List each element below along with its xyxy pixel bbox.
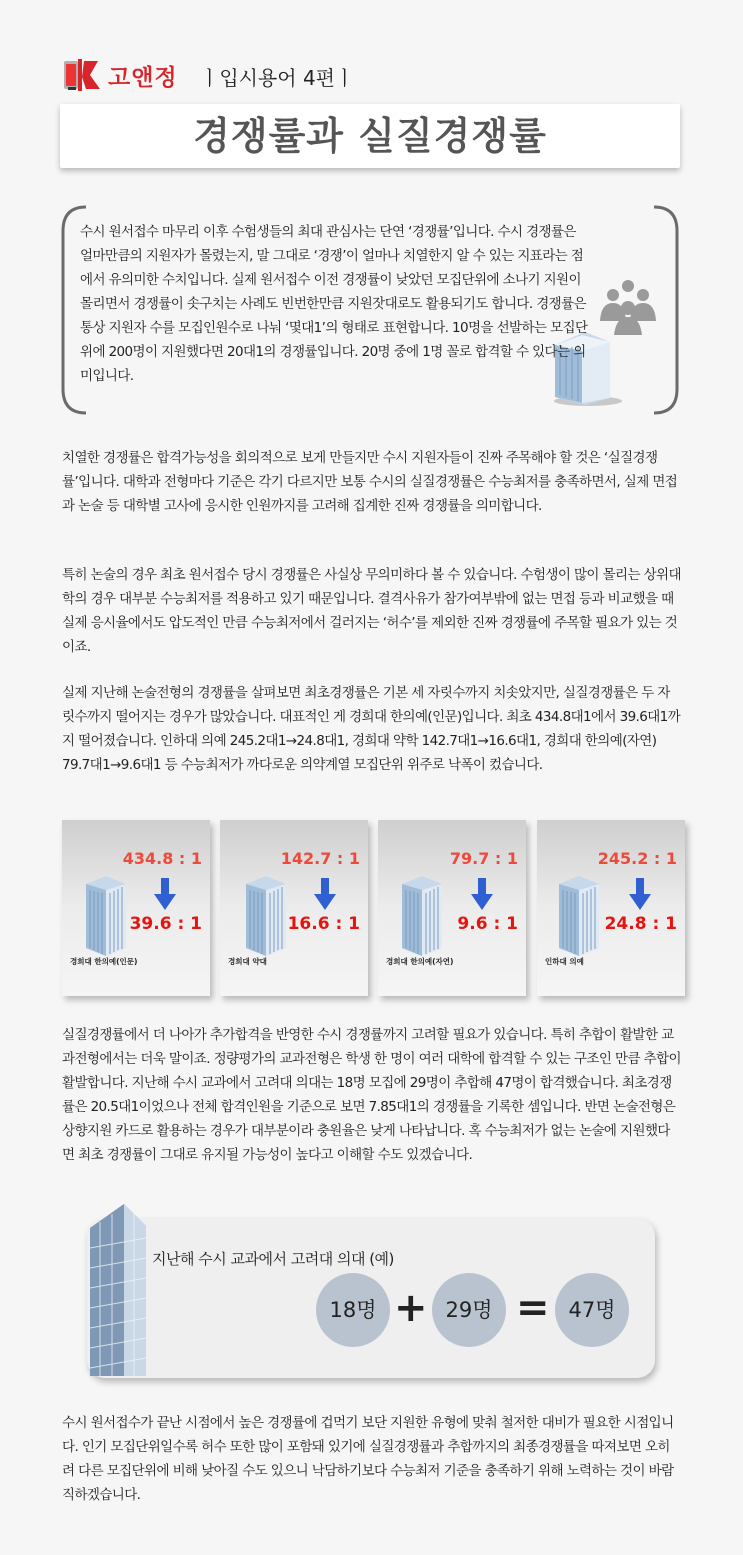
arrow-down-icon xyxy=(314,878,336,910)
card-label: 경희대 한의예(인문) xyxy=(70,957,138,966)
building-icon xyxy=(557,872,601,958)
paragraph-3: 실제 지난해 논술전형의 경쟁률을 살펴보면 최초경쟁률은 기본 세 자릿수까지 치솟았지만, 실질경쟁률은 두 자릿수까지 떨어지는 경우가 많았습니다. 대표적인 게 경희대 한의예(인문)입니다. 최초 434.8대1에서 39.6대1까지 떨어졌습니다. 인하대 의예 245.2대1→24.8대1, 경희대 약학 142.7대1→16.6대1, 경희대 한의예(자연) 79.7대1→9.6대1 등 수능최저가 까다로운 의약계열 모집단위 위주로 낙폭이 컸습니다. xyxy=(62,685,681,773)
real-ratio: 24.8 : 1 xyxy=(604,914,677,934)
additional-count-circle: 29명 xyxy=(432,1273,506,1347)
real-ratio: 9.6 : 1 xyxy=(457,914,518,934)
initial-ratio: 79.7 : 1 xyxy=(449,849,518,868)
title-banner xyxy=(60,104,680,168)
brand-name: 고앤정 xyxy=(108,65,178,91)
ratio-card xyxy=(537,820,685,996)
paragraph-4: 실질경쟁률에서 더 나아가 추가합격을 반영한 수시 경쟁률까지 고려할 필요가 있습니다. 특히 추합이 활발한 교과전형에서는 더욱 말이죠. 정량평가의 교과전형은 학생 한 명이 여러 대학에 합격할 수 있는 구조인 만큼 추합이 활발합니다. 지난해 수시 교과에서 고려대 의대는 18명 모집에 29명이 추합해 47명이 합격했습니다. 최초경쟁률은 20.5대1이었으나 전체 합격인원을 기준으로 보면 7.85대1의 경쟁률을 기록한 셈입니다. 반면 논술전형은 상향지원 카드로 활용하는 경우가 대부분이라 충원율은 낮게 나타납니다. 혹 수능최저가 없는 논술에 지원했다면 최초 경쟁률이 그대로 유지될 가능성이 높다고 이해할 수도 있겠습니다. xyxy=(62,1027,681,1163)
card-label: 인하대 의예 xyxy=(545,957,584,966)
intro-paragraph: 수시 원서접수 마무리 이후 수험생들의 최대 관심사는 단연 ‘경쟁률’입니다. 수시 경쟁률은 얼마만큼의 지원자가 몰렸는지, 말 그대로 ‘경쟁’이 얼마나 치열한지 알 수 있는 지표라는 점에서 유의미한 수치입니다. 실제 원서접수 이전 경쟁률이 낮았던 모집단위에 소나기 지원이 몰리면서 경쟁률이 솟구치는 사례도 빈번한만큼 지원잣대로도 활용되기도 합니다. 경쟁률은 통상 지원자 수를 모집인원수로 나눠 ‘몇대1’의 형태로 표현합니다. 10명을 선발하는 모집단위에 200명이 지원했다면 20대1의 경쟁률입니다. 20명 중에 1명 꼴로 합격할 수 있다는 의미입니다. xyxy=(80,224,588,384)
real-ratio: 16.6 : 1 xyxy=(287,914,360,934)
page-title: 경쟁률과 실질경쟁률 xyxy=(193,114,547,158)
building-icon xyxy=(400,872,444,958)
real-ratio: 39.6 : 1 xyxy=(129,914,202,934)
arrow-down-icon xyxy=(629,878,651,910)
example-title: 지난해 수시 교과에서 고려대 의대 (예) xyxy=(152,1250,394,1268)
plus-icon: + xyxy=(394,1285,428,1331)
arrow-down-icon xyxy=(154,878,176,910)
building-icon xyxy=(84,872,128,958)
initial-ratio: 434.8 : 1 xyxy=(122,849,202,868)
skyscraper-icon xyxy=(84,1198,164,1378)
card-label: 경희대 한의예(자연) xyxy=(386,957,454,966)
series-label: ㅣ입시용어 4편ㅣ xyxy=(200,66,355,90)
card-label: 경희대 약대 xyxy=(228,957,267,966)
total-count-circle: 47명 xyxy=(555,1273,629,1347)
paragraph-5: 수시 원서접수가 끝난 시점에서 높은 경쟁률에 겁먹기 보단 지원한 유형에 맞춰 철저한 대비가 필요한 시점입니다. 인기 모집단위일수록 허수 또한 많이 포함돼 있기에 실질경쟁률과 추합까지의 최종경쟁률을 따져보면 오히려 다른 모집단위에 비해 낮아질 수도 있으니 낙담하기보다 수능최저 기준을 충족하기 위해 노력하는 것이 바람직하겠습니다. xyxy=(62,1415,674,1503)
paragraph-2: 특히 논술의 경우 최초 원서접수 당시 경쟁률은 사실상 무의미하다 볼 수 있습니다. 수험생이 많이 몰리는 상위대학의 경우 대부분 수능최저를 적용하고 있기 때문입니다. 결격사유가 참가여부밖에 없는 면접 등과 비교했을 때 실제 응시율에서도 압도적인 만큼 수능최저에서 걸러지는 ‘허수’를 제외한 진짜 경쟁률에 주목할 필요가 있는 것이죠. xyxy=(62,567,681,655)
equals-icon: = xyxy=(516,1285,550,1331)
arrow-down-icon xyxy=(471,878,493,910)
initial-ratio: 142.7 : 1 xyxy=(280,849,360,868)
logo-icon xyxy=(62,57,102,93)
paragraph-1: 치열한 경쟁률은 합격가능성을 회의적으로 보게 만들지만 수시 지원자들이 진짜 주목해야 할 것은 ‘실질경쟁률’입니다. 대학과 전형마다 기준은 각기 다르지만 보통 수시의 실질경쟁률은 수능최저를 충족하면서, 실제 면접과 논술 등 대학별 고사에 응시한 인원까지를 고려해 집계한 진짜 경쟁률을 의미합니다. xyxy=(62,450,678,514)
building-icon xyxy=(244,872,288,958)
ratio-card xyxy=(378,820,526,996)
ratio-card xyxy=(220,820,368,996)
ratio-card xyxy=(62,820,210,996)
initial-ratio: 245.2 : 1 xyxy=(597,849,677,868)
recruit-count-circle: 18명 xyxy=(316,1273,390,1347)
